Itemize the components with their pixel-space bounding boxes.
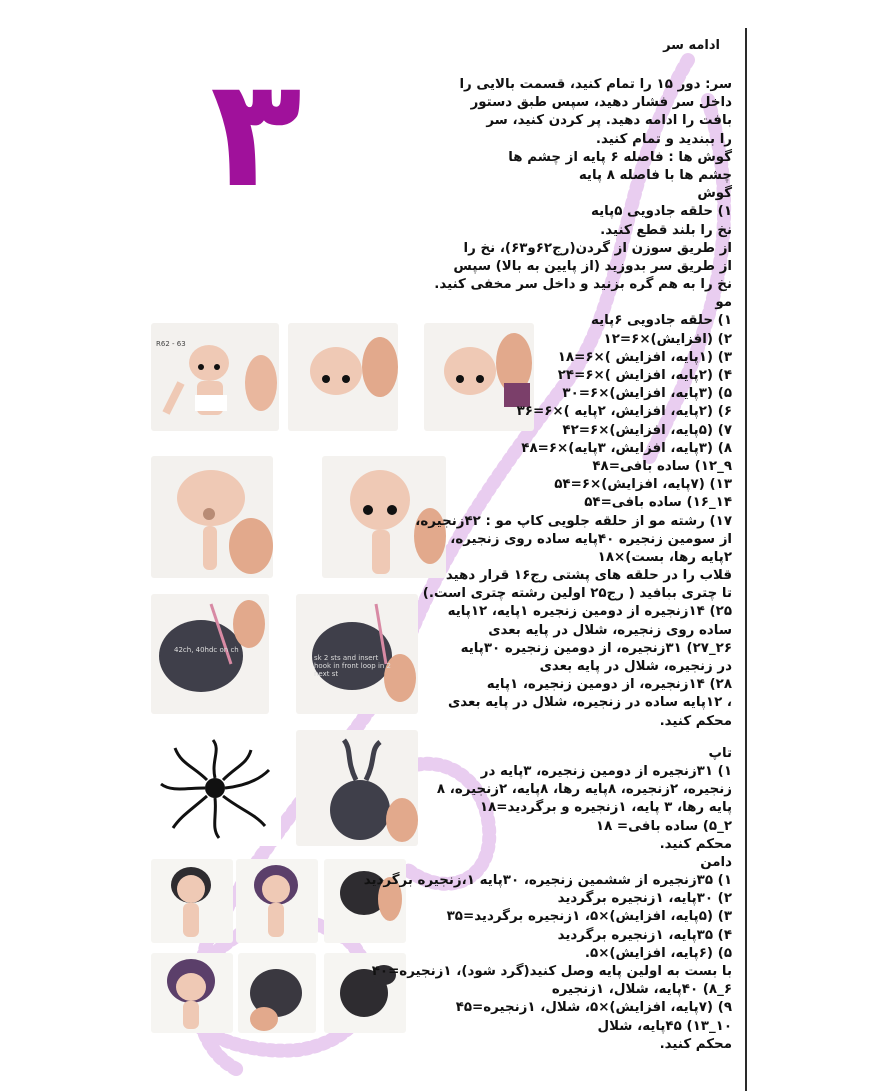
text-line: از طریق سر بدوزید (از پایین به بالا) سپس bbox=[453, 258, 732, 274]
text-line: گوش bbox=[697, 186, 732, 202]
text-line: ۳) (۵پایه، افزایش)×۵، ۱زنجیره برگردید=۳۵ bbox=[446, 909, 732, 925]
text-line: گوش ها : فاصله ۶ پایه از چشم ها bbox=[508, 149, 732, 165]
text-line: ۱) ۳۵زنجیره از ششمین زنجیره، ۳۰پایه ۱،زنجیره برگردید bbox=[363, 873, 732, 889]
section-title: ادامه سر bbox=[663, 38, 720, 53]
text-line: سر: دور ۱۵ را تمام کنید، قسمت بالایی را bbox=[459, 77, 732, 92]
text-line: ۸) (۳پایه، افزایش، ۳پایه)×۶=۴۸ bbox=[521, 440, 732, 456]
text-line: تا چتری ببافید ( رج۲۵ اولین رشته چتری است.) bbox=[422, 586, 732, 602]
photo-hair-cap-6 bbox=[151, 594, 269, 714]
photo-doll-side-4 bbox=[151, 456, 273, 578]
photo-caption: sk 2 sts and insert hook in front loop in 2 next st bbox=[314, 654, 392, 678]
text-line: تاپ bbox=[708, 745, 732, 761]
text-line: ۲۸) ۱۴زنجیره، از دومین زنجیره، ۱پایه bbox=[486, 677, 732, 693]
text-line: با بست به اولین پایه وصل کنید(گرد شود)، ۱زنجیره=۴۰ bbox=[371, 964, 732, 979]
text-line: محکم کنید. bbox=[659, 713, 732, 729]
text-line: ۱۳) (۷پایه، افزایش)×۶=۵۴ bbox=[554, 477, 732, 493]
text-line: از طریق سوزن از گردن(رج۶۲و۶۳)، نخ را bbox=[463, 240, 732, 256]
text-line: ۵) (۳پایه، افزایش)×۶=۳۰ bbox=[562, 386, 732, 402]
text-line: ۶_۸) ۴۰پایه، شلال، ۱زنجیره bbox=[551, 982, 732, 998]
text-line: ۴) ۳۵پایه، ۱زنجیره برگردید bbox=[557, 927, 732, 943]
text-line: ۹_۱۲) ساده بافی=۴۸ bbox=[592, 458, 732, 474]
text-line: محکم کنید. bbox=[659, 1036, 732, 1052]
text-line: ۲) ۳۰پایه، ۱زنجیره برگردید bbox=[557, 891, 732, 907]
text-line: ۱) ۳۱زنجیره از دومین زنجیره، ۳پایه در bbox=[480, 763, 732, 779]
text-line: دامن bbox=[700, 854, 732, 870]
text-line: نخ را بلند قطع کنید. bbox=[600, 222, 732, 238]
photo-doll-hair-10 bbox=[151, 859, 233, 943]
text-line: ۴) (۲پایه، افزایش )×۶=۲۴ bbox=[557, 368, 732, 383]
text-line: محکم کنید. bbox=[659, 836, 732, 852]
text-line: ۲۵) ۱۴زنجیره از دومین زنجیره ۱پایه، ۱۲پایه bbox=[447, 604, 732, 620]
text-line: ۷) (۵پایه، افزایش)×۶=۴۲ bbox=[562, 422, 732, 438]
text-line: از سومین زنجیره ۴۰پایه ساده روی زنجیره، bbox=[450, 531, 732, 547]
text-line: بافت را ادامه دهید. پر کردن کنید، سر bbox=[486, 113, 732, 129]
text-line: نخ را به هم گره بزنید و داخل سر مخفی کنید. bbox=[434, 277, 732, 293]
photo-caption: 42ch, 40hdc on ch bbox=[174, 646, 239, 654]
text-line: داخل سر فشار دهید، سپس طبق دستور bbox=[470, 95, 732, 111]
page-number: ۳ bbox=[210, 47, 302, 221]
text-line: ۱) حلقه جادویی ۵پایه bbox=[590, 204, 732, 220]
photo-caption: R62 - 63 bbox=[156, 340, 186, 348]
photo-doll-hair-13 bbox=[151, 953, 233, 1033]
text-line: زنجیره، ۲زنجیره، ۸پایه رها، ۸پایه، ۲زنجیره، ۸ bbox=[436, 782, 732, 798]
text-line: ۲پایه رها، بست)×۱۸ bbox=[597, 549, 732, 565]
text-line: مو bbox=[715, 295, 732, 311]
text-line: ، ۱۲پایه ساده در زنجیره، شلال در پایه بعدی bbox=[447, 695, 732, 711]
text-line: ۲۶_۲۷) ۳۱زنجیره، از دومین زنجیره ۳۰پایه bbox=[460, 640, 732, 656]
text-line: پایه رها، ۳ پایه، ۱زنجیره و برگردید=۱۸ bbox=[479, 800, 732, 816]
text-line: ۹) (۷پایه، افزایش)×۵، شلال، ۱زنجیره=۴۵ bbox=[455, 1000, 732, 1016]
text-line: قلاب را در حلقه های پشتی رج۱۶ قرار دهید bbox=[445, 568, 732, 584]
text-line: ۵) (۶پایه، افزایش)×۵. bbox=[584, 945, 732, 961]
text-line: را ببندید و تمام کنید. bbox=[595, 131, 732, 147]
text-line: ۲) (افزایش)×۶=۱۲ bbox=[603, 331, 732, 347]
text-line: ۱۷) رشته مو از حلقه جلویی کاپ مو : ۴۲زنجیره، bbox=[415, 513, 732, 529]
text-line: چشم ها با فاصله ۸ پایه bbox=[578, 167, 732, 183]
text-line: ۱) حلقه جادویی ۶پایه bbox=[590, 313, 732, 329]
text-line: ۶) (۲پایه، افزایش، ۲پایه )×۶=۳۶ bbox=[516, 404, 732, 420]
text-line: ۱۰_۱۳) ۴۵پایه، شلال bbox=[597, 1018, 732, 1034]
text-line: در زنجیره، شلال در پایه بعدی bbox=[539, 659, 732, 674]
text-line: ۲_۵) ساده بافی= ۱۸ bbox=[595, 818, 732, 834]
text-line: ۳) (۱پایه، افزایش )×۶=۱۸ bbox=[557, 349, 732, 365]
page-divider bbox=[745, 28, 747, 1091]
pattern-text bbox=[300, 76, 732, 1054]
text-line: ساده روی زنجیره، شلال در پایه بعدی bbox=[488, 622, 732, 638]
photo-hair-strands-8 bbox=[151, 730, 281, 846]
text-line: ۱۴_۱۶) ساده بافی=۵۴ bbox=[584, 495, 732, 511]
